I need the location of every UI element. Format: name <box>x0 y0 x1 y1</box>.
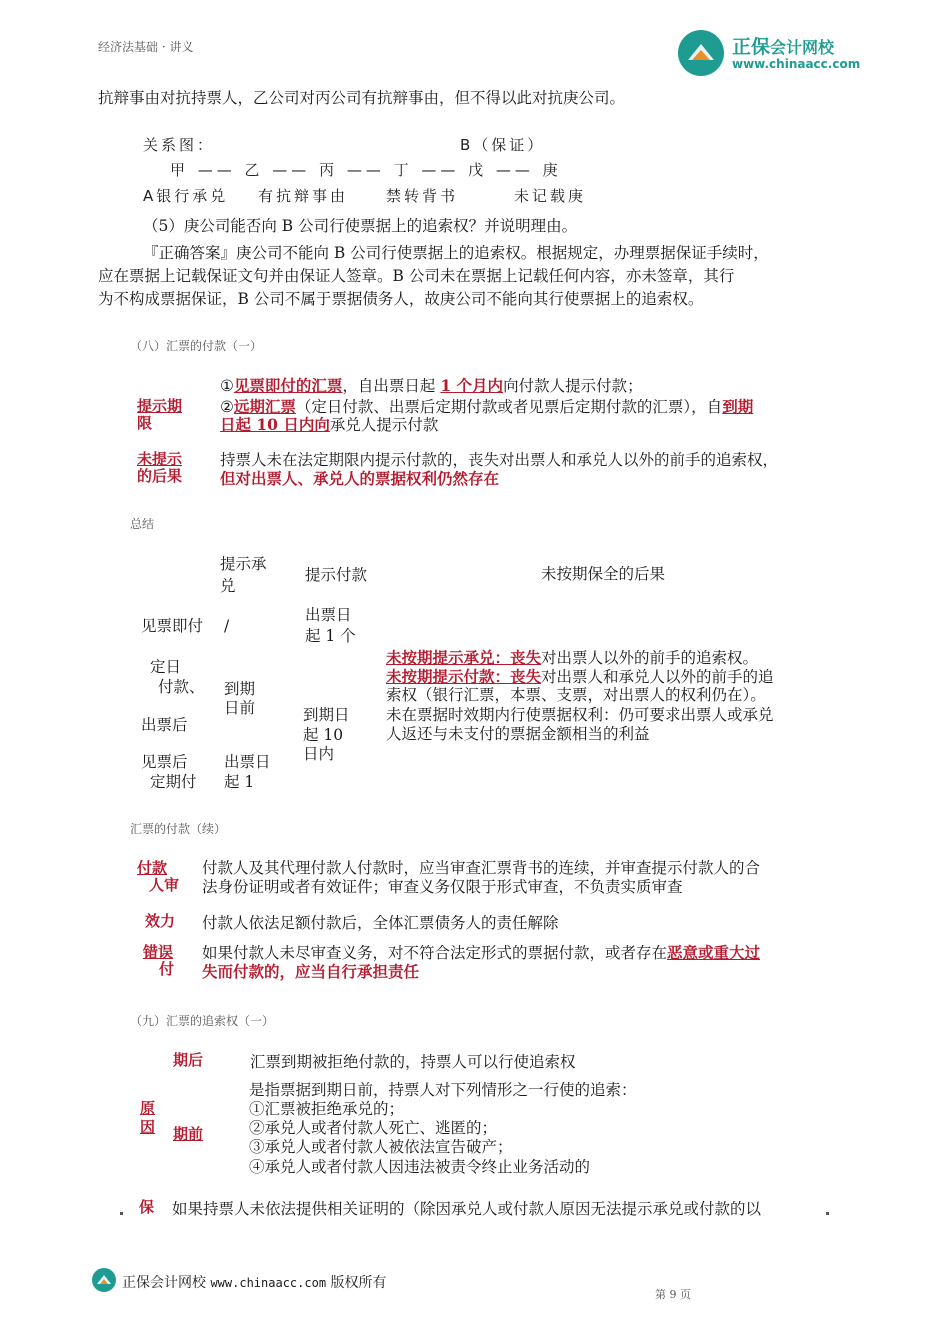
sec1-item1-hl2: 1 个月内 <box>440 376 504 395</box>
sec2-row-sight-pay-a: 出票日 <box>305 606 352 624</box>
sec3-review-line2-wrap <box>202 877 822 896</box>
sec4-cut-heading-text: （九）汇票的追索权（一） <box>130 1014 275 1028</box>
sec4-before-item-3: ③承兑人或者付款人被依法宣告破产； <box>249 1138 513 1156</box>
sec1-label-nopres <box>137 451 182 485</box>
sec2-view-accept-b-wrap <box>224 772 284 791</box>
margin-dot-left <box>120 1212 123 1215</box>
question-5: （5）庚公司能否向 B 公司行使票据上的追索权？并说明理由。 <box>143 217 578 235</box>
sec1-item1 <box>220 375 643 397</box>
sec3-effect-line: 付款人依法足额付款后，全体汇票债务人的责任解除 <box>202 914 559 932</box>
sec2-col-pay <box>305 565 368 585</box>
sec2-col-accept <box>220 553 272 595</box>
sec3-label-review-b: 人审 <box>149 876 180 894</box>
sec2-pay-due-b: 起 10 <box>303 726 344 744</box>
diagram-note-bank: A银行承兑 <box>143 187 229 205</box>
sec2-row-sight-pay-b-wrap <box>305 626 365 645</box>
sec4-label-after: 期后 <box>173 1051 204 1069</box>
sec2-pay-due-a: 到期日 <box>303 706 350 724</box>
logo-circle-icon <box>678 30 724 76</box>
sec2-row-view-b: 定期付 <box>150 773 197 791</box>
sec4-label-keep: 保 <box>139 1198 155 1216</box>
sec1-cut-heading-text: （八）汇票的付款（一） <box>130 339 263 353</box>
diagram-chain: 甲 —— 乙 —— 丙 —— 丁 —— 戊 —— 庚 <box>170 161 562 179</box>
sec1-item1-post: 向付款人提示付款； <box>503 377 643 395</box>
sec1-item1-mid: ，自出票日起 <box>342 377 436 395</box>
sec2-col-accept-text: 提示承兑 <box>220 555 267 595</box>
sec4-keep-line-wrap <box>172 1199 812 1218</box>
header-cut-text <box>98 40 248 56</box>
logo-brand <box>732 32 834 59</box>
footer-book-icon <box>92 1268 116 1292</box>
sec2-row-view-a: 见票后 <box>141 753 188 771</box>
sec1-item2-num: ② <box>220 398 234 416</box>
sec4-after-line-wrap <box>250 1052 650 1071</box>
sec4-after-line: 汇票到期被拒绝付款的，持票人可以行使追索权 <box>250 1053 576 1071</box>
sec3-label-review-a: 付款 <box>137 859 168 877</box>
sec2-cons2-post: 对出票人和承兑人以外的前手的追 <box>541 668 774 686</box>
sec1-cut-heading <box>130 339 300 355</box>
sec2-row-sight-pay-b: 起 1 个 <box>305 627 356 645</box>
sec3-error-line1-hl: 恶意或重大过 <box>667 943 761 962</box>
sec2-cut-heading <box>130 517 190 532</box>
sec3-error-line1-pre: 如果付款人未尽审查义务，对不符合法定形式的票据付款，或者存在 <box>202 944 668 962</box>
footer-logo-icon <box>92 1268 116 1292</box>
footer-page: 第 9 页 <box>655 1288 691 1301</box>
diagram-title: 关系图： <box>143 136 216 154</box>
sec1-item2-hl: 远期汇票 <box>233 397 296 416</box>
answer-line-3: 为不构成票据保证，B 公司不属于票据债务人，故庚公司不能向其行使票据上的追索权。 <box>98 290 704 308</box>
sec1-label-period-b: 限 <box>137 414 153 432</box>
sec2-cons2-line2: 索权（银行汇票，本票、支票，对出票人的权利仍在）。 <box>386 686 766 704</box>
sec2-row-sight <box>141 616 203 637</box>
footer-rights: 版权所有 <box>330 1275 387 1291</box>
logo-url: www.chinaacc.com <box>732 57 861 71</box>
logo-book-icon <box>678 30 724 76</box>
sec3-label-error <box>143 944 174 978</box>
sec1-item1-hl: 见票即付的汇票 <box>233 376 343 395</box>
sec4-label-keep-wrap <box>139 1198 163 1216</box>
sec3-review-line2: 法身份证明或者有效证件；审查义务仅限于形式审查，不负责实质审查 <box>202 878 683 896</box>
sec2-cons1-post: 对出票人以外的前手的追索权。 <box>541 649 759 667</box>
sec1-item2-line2-post: 承兑人提示付款 <box>329 416 439 434</box>
sec2-row-sight-text: 见票即付 <box>141 617 204 635</box>
sec1-label-period-a: 提示期 <box>137 397 183 415</box>
sec3-error-line2-wrap <box>202 961 622 981</box>
sec3-cut-heading <box>130 822 270 837</box>
logo <box>678 28 878 78</box>
sec2-row-fixed-b: 付款、 <box>158 678 205 696</box>
sec2-due-a: 到期 <box>224 680 256 698</box>
sec1-label-period <box>137 398 182 432</box>
sec4-label-reason <box>140 1099 155 1137</box>
sec1-item1-num: ① <box>220 377 234 395</box>
sec1-item2-mid: （定日付款、出票后定期付款或者见票后定期付款的汇票），自 <box>295 398 723 416</box>
diagram-guarantor: B（保证） <box>460 136 546 154</box>
footer-brand: 正保会计网校 <box>122 1275 206 1291</box>
sec3-review-line1: 付款人及其代理付款人付款时，应当审查汇票背书的连续，并审查提示付款人的合 <box>202 859 761 877</box>
sec1-item2-line2-hl: 日起 10 日内向 <box>220 415 330 434</box>
sec2-pay-due-c: 日内 <box>303 745 335 763</box>
sec2-view-accept-b: 起 1 <box>224 773 255 791</box>
sec2-row-sight-accept: / <box>224 617 230 635</box>
diagram-note-defense: 有抗辩事由 <box>258 187 349 205</box>
sec2-cut-heading-text: 总结 <box>130 517 155 531</box>
sec4-before-item-1: ①汇票被拒绝承兑的； <box>249 1100 405 1118</box>
sec2-cons3-line2: 人返还与未支付的票据金额相当的利益 <box>386 725 650 743</box>
header-cut-label: 经济法基础 · 讲义 <box>98 40 194 54</box>
answer-line-1: 『正确答案』庚公司不能向 B 公司行使票据上的追索权。根据规定，办理票据保证手续时， <box>143 244 769 262</box>
sec2-cons3-line1: 未在票据时效期内行使票据权利：仍可要求出票人或承兑 <box>386 706 774 724</box>
footer-text <box>122 1272 387 1292</box>
sec1-nopres-line1: 持票人未在法定期限内提示付款的，丧失对出票人和承兑人以外的前手的追索权， <box>220 451 779 469</box>
sec4-before-item-4: ④承兑人或者付款人因违法被责令终止业务活动的 <box>249 1158 591 1176</box>
diagram-note-noendorse: 禁转背书 <box>386 187 459 205</box>
sec4-keep-line: 如果持票人未依法提供相关证明的（除因承兑人或付款人原因无法提示承兑或付款的以 <box>172 1200 762 1218</box>
logo-brand-main: 正保 <box>732 36 771 58</box>
footer-page-wrap <box>655 1286 715 1301</box>
sec2-due-b: 日前 <box>224 699 256 717</box>
logo-brand-sub: 会计网校 <box>770 38 835 57</box>
sec4-cut-heading <box>130 1014 330 1029</box>
sec4-before-item-2: ②承兑人或者付款人死亡、逃匿的； <box>249 1119 498 1137</box>
intro-line: 抗辩事由对抗持票人，乙公司对丙公司有抗辩事由，但不得以此对抗庚公司。 <box>98 89 626 107</box>
sec2-cons1-hl: 未按期提示承兑：丧失 <box>386 648 542 667</box>
sec1-nopres-line2: 但对出票人、承兑人的票据权利仍然存在 <box>220 469 500 488</box>
sec2-col-consequence: 未按期保全的后果 <box>541 565 666 583</box>
sec1-nopres-line2-wrap <box>220 468 820 488</box>
sec3-label-effect-wrap <box>145 912 185 930</box>
sec4-label-after-wrap <box>173 1051 213 1069</box>
sec3-label-review <box>137 860 179 894</box>
sec2-row-fixed-a: 定日 <box>150 658 182 676</box>
footer-url: www.chinaacc.com <box>210 1276 327 1290</box>
sec3-label-error-a: 错误 <box>143 943 174 961</box>
sec4-label-reason-b: 因 <box>140 1118 156 1136</box>
margin-dot-right <box>826 1212 829 1215</box>
sec3-label-error-b: 付 <box>159 960 175 978</box>
sec3-error-line2: 失而付款的，应当自行承担责任 <box>202 962 420 981</box>
sec2-row-view-b-wrap <box>150 772 210 791</box>
sec4-before-intro: 是指票据到期日前，持票人对下列情形之一行使的追索： <box>249 1081 637 1099</box>
sec4-label-reason-a: 原 <box>140 1099 156 1117</box>
sec4-label-before: 期前 <box>173 1125 204 1143</box>
sec2-row-after: 出票后 <box>141 716 188 734</box>
sec2-col-pay-text: 提示付款 <box>305 566 368 584</box>
sec1-label-nopres-b: 的后果 <box>137 467 183 485</box>
sec3-effect-line-wrap <box>202 913 622 932</box>
sec1-item2-hl2: 到期 <box>722 397 754 416</box>
sec3-cut-heading-text: 汇票的付款（续） <box>130 822 227 836</box>
sec1-label-nopres-a: 未提示 <box>137 450 183 468</box>
sec3-label-effect: 效力 <box>145 912 176 930</box>
sec2-cons2-hl: 未按期提示付款：丧失 <box>386 667 542 686</box>
sec2-view-accept-a: 出票日 <box>224 753 271 771</box>
diagram-note-unrecorded: 未记载庚 <box>514 187 587 205</box>
answer-line-2: 应在票据上记载保证文句并由保证人签章。B 公司未在票据上记载任何内容，亦未签章，其行 <box>98 267 735 285</box>
sec1-item2-line2 <box>220 414 438 436</box>
